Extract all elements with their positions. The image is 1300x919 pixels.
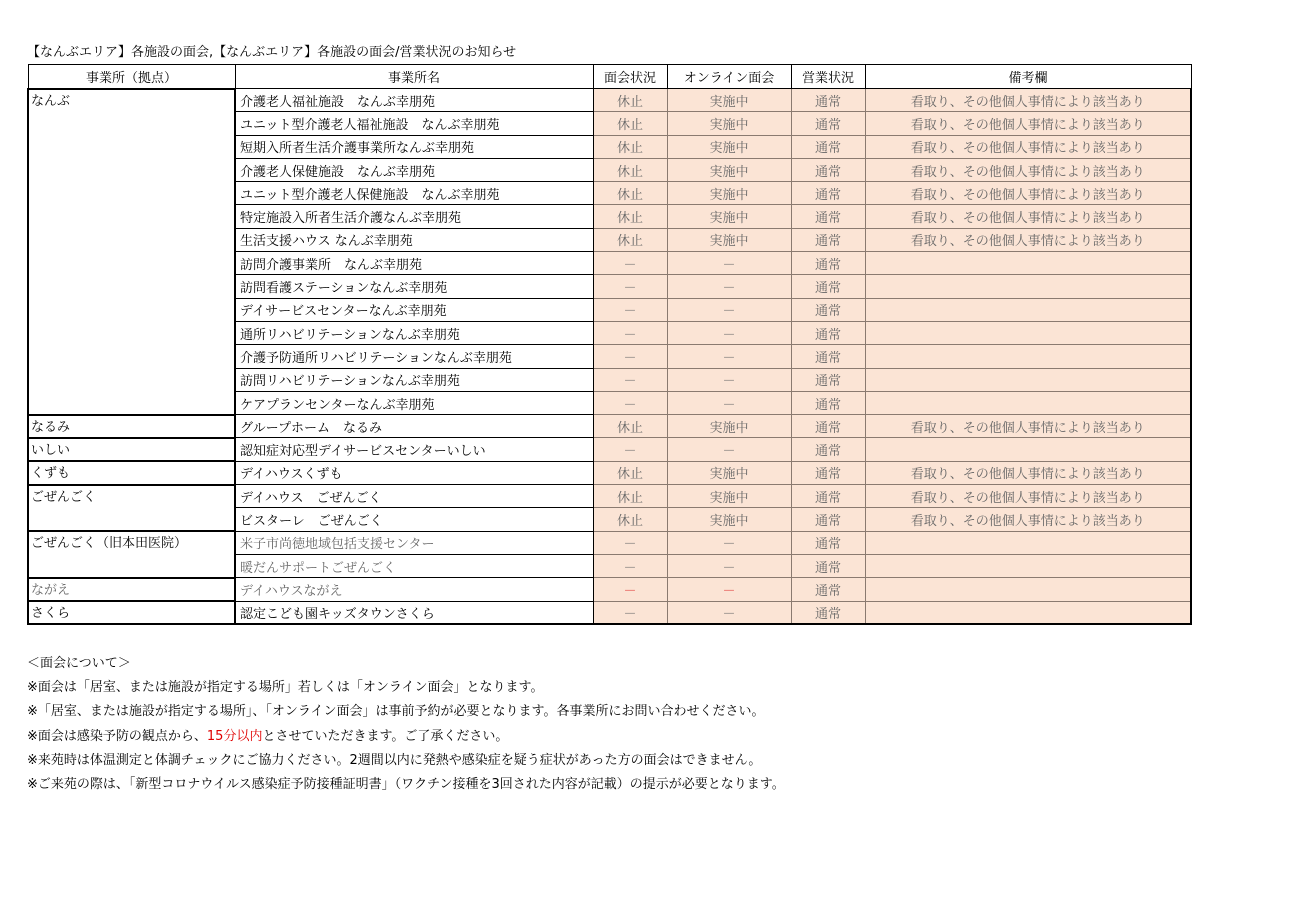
remarks-cell xyxy=(865,531,1191,554)
table-row xyxy=(28,89,1191,112)
facility-name-cell: 訪問リハビリテーションなんぶ幸朋苑 xyxy=(235,368,593,391)
facility-name-cell: デイハウスくずも xyxy=(235,461,593,484)
remarks-cell xyxy=(865,298,1191,321)
notes-heading: ＜面会について＞ xyxy=(27,656,131,671)
note-line: ※来苑時は体温測定と体調チェックにご協力ください。2週間以内に発熱や感染症を疑う症状があった方の面会はできません。 xyxy=(27,752,762,768)
visit-status-cell: － xyxy=(593,345,667,368)
facility-name-cell: 米子市尚徳地域包括支援センター xyxy=(235,531,593,554)
online-visit-cell: － xyxy=(667,578,791,601)
online-visit-cell: 実施中 xyxy=(667,508,791,531)
visit-status-cell: － xyxy=(593,391,667,414)
facility-name-cell: ビスターレ ごぜんごく xyxy=(235,508,593,531)
header-business-status: 営業状況 xyxy=(791,65,865,89)
table-row xyxy=(28,531,1191,554)
facility-name-cell: 介護予防通所リハビリテーションなんぶ幸朋苑 xyxy=(235,345,593,368)
business-status-cell: 通常 xyxy=(791,531,865,554)
business-status-cell: 通常 xyxy=(791,158,865,181)
facility-name-cell: ユニット型介護老人福祉施設 なんぶ幸朋苑 xyxy=(235,112,593,135)
online-visit-cell: 実施中 xyxy=(667,228,791,251)
table-row xyxy=(28,415,1191,438)
remarks-cell: 看取り、その他個人事情により該当あり xyxy=(865,415,1191,438)
header-remarks: 備考欄 xyxy=(865,65,1191,89)
visit-status-cell: － xyxy=(593,554,667,577)
note-line: ※ご来苑の際は、「新型コロナウイルス感染症予防接種証明書」（ワクチン接種を3回された内容が記載）の提示が必要となります。 xyxy=(27,777,785,793)
facility-name-cell: 通所リハビリテーションなんぶ幸朋苑 xyxy=(235,321,593,344)
time-limit-highlight: 15分以内 xyxy=(206,728,263,744)
page-title: 【なんぶエリア】各施設の面会,【なんぶエリア】各施設の面会/営業状況のお知らせ xyxy=(27,45,517,60)
visit-status-cell: － xyxy=(593,531,667,554)
business-status-cell: 通常 xyxy=(791,135,865,158)
business-status-cell: 通常 xyxy=(791,461,865,484)
base-cell: ごぜんごく xyxy=(28,485,235,532)
note-line xyxy=(27,725,785,749)
business-status-cell: 通常 xyxy=(791,578,865,601)
business-status-cell: 通常 xyxy=(791,182,865,205)
facility-name-cell: グループホーム なるみ xyxy=(235,415,593,438)
business-status-cell: 通常 xyxy=(791,554,865,577)
facility-name-cell: 認定こども園キッズタウンさくら xyxy=(235,601,593,624)
business-status-cell: 通常 xyxy=(791,205,865,228)
base-cell: くずも xyxy=(28,461,235,484)
remarks-cell: 看取り、その他個人事情により該当あり xyxy=(865,135,1191,158)
business-status-cell: 通常 xyxy=(791,438,865,461)
business-status-cell: 通常 xyxy=(791,112,865,135)
business-status-cell: 通常 xyxy=(791,298,865,321)
visit-status-cell: 休止 xyxy=(593,461,667,484)
visit-status-cell: － xyxy=(593,275,667,298)
note-line: ※「居室、または施設が指定する場所」、「オンライン面会」は事前予約が必要となります。各事業所にお問い合わせください。 xyxy=(27,704,765,720)
table-header-row xyxy=(28,65,1191,89)
facility-name-cell: 特定施設入所者生活介護なんぶ幸朋苑 xyxy=(235,205,593,228)
online-visit-cell: 実施中 xyxy=(667,158,791,181)
base-cell: ながえ xyxy=(28,578,235,601)
visit-status-cell: 休止 xyxy=(593,135,667,158)
online-visit-cell: － xyxy=(667,391,791,414)
base-cell: ごぜんごく（旧本田医院） xyxy=(28,531,235,578)
remarks-cell xyxy=(865,321,1191,344)
online-visit-cell: 実施中 xyxy=(667,135,791,158)
online-visit-cell: 実施中 xyxy=(667,182,791,205)
visit-status-cell: 休止 xyxy=(593,112,667,135)
facility-name-cell: 訪問介護事業所 なんぶ幸朋苑 xyxy=(235,252,593,275)
online-visit-cell: － xyxy=(667,438,791,461)
base-cell: なるみ xyxy=(28,415,235,438)
facility-name-cell: 認知症対応型デイサービスセンターいしい xyxy=(235,438,593,461)
business-status-cell: 通常 xyxy=(791,345,865,368)
business-status-cell: 通常 xyxy=(791,601,865,624)
online-visit-cell: 実施中 xyxy=(667,461,791,484)
base-cell: いしい xyxy=(28,438,235,461)
visit-status-cell: － xyxy=(593,321,667,344)
note-text: ※面会は感染予防の観点から、 xyxy=(27,728,207,744)
online-visit-cell: 実施中 xyxy=(667,89,791,112)
facility-name-cell: デイハウス ごぜんごく xyxy=(235,485,593,508)
online-visit-cell: 実施中 xyxy=(667,415,791,438)
business-status-cell: 通常 xyxy=(791,391,865,414)
table-row xyxy=(28,578,1191,601)
remarks-cell: 看取り、その他個人事情により該当あり xyxy=(865,158,1191,181)
online-visit-cell: － xyxy=(667,554,791,577)
visit-status-cell: － xyxy=(593,368,667,391)
business-status-cell: 通常 xyxy=(791,368,865,391)
remarks-cell: 看取り、その他個人事情により該当あり xyxy=(865,508,1191,531)
business-status-cell: 通常 xyxy=(791,252,865,275)
table-row xyxy=(28,485,1191,508)
visit-status-cell: － xyxy=(593,298,667,321)
remarks-cell: 看取り、その他個人事情により該当あり xyxy=(865,228,1191,251)
business-status-cell: 通常 xyxy=(791,508,865,531)
visit-status-cell: － xyxy=(593,252,667,275)
facility-name-cell: 訪問看護ステーションなんぶ幸朋苑 xyxy=(235,275,593,298)
remarks-cell xyxy=(865,601,1191,624)
table-row xyxy=(28,461,1191,484)
facility-name-cell: ユニット型介護老人保健施設 なんぶ幸朋苑 xyxy=(235,182,593,205)
visit-status-cell: 休止 xyxy=(593,205,667,228)
business-status-cell: 通常 xyxy=(791,415,865,438)
online-visit-cell: － xyxy=(667,252,791,275)
online-visit-cell: － xyxy=(667,345,791,368)
header-facility-name: 事業所名 xyxy=(235,65,593,89)
visit-status-cell: 休止 xyxy=(593,485,667,508)
facility-name-cell: 介護老人福祉施設 なんぶ幸朋苑 xyxy=(235,89,593,112)
online-visit-cell: － xyxy=(667,298,791,321)
online-visit-cell: － xyxy=(667,321,791,344)
remarks-cell xyxy=(865,554,1191,577)
header-online-visit: オンライン面会 xyxy=(667,65,791,89)
remarks-cell xyxy=(865,438,1191,461)
online-visit-cell: 実施中 xyxy=(667,205,791,228)
facility-name-cell: ケアプランセンターなんぶ幸朋苑 xyxy=(235,391,593,414)
visit-status-cell: － xyxy=(593,438,667,461)
business-status-cell: 通常 xyxy=(791,321,865,344)
online-visit-cell: － xyxy=(667,601,791,624)
facility-name-cell: デイハウスながえ xyxy=(235,578,593,601)
remarks-cell: 看取り、その他個人事情により該当あり xyxy=(865,461,1191,484)
remarks-cell xyxy=(865,252,1191,275)
remarks-cell xyxy=(865,391,1191,414)
remarks-cell: 看取り、その他個人事情により該当あり xyxy=(865,485,1191,508)
remarks-cell: 看取り、その他個人事情により該当あり xyxy=(865,205,1191,228)
remarks-cell xyxy=(865,368,1191,391)
visit-status-cell: － xyxy=(593,601,667,624)
facility-name-cell: 短期入所者生活介護事業所なんぶ幸朋苑 xyxy=(235,135,593,158)
remarks-cell xyxy=(865,578,1191,601)
header-base: 事業所（拠点） xyxy=(28,65,235,89)
online-visit-cell: 実施中 xyxy=(667,485,791,508)
visit-status-cell: － xyxy=(593,578,667,601)
facility-name-cell: 暖だんサポートごぜんごく xyxy=(235,554,593,577)
note-line: ※面会は「居室、または施設が指定する場所」若しくは「オンライン面会」となります。 xyxy=(27,680,544,696)
base-cell: さくら xyxy=(28,601,235,624)
header-visit-status: 面会状況 xyxy=(593,65,667,89)
facility-name-cell: 介護老人保健施設 なんぶ幸朋苑 xyxy=(235,158,593,181)
visit-notes xyxy=(27,652,785,797)
remarks-cell xyxy=(865,345,1191,368)
visit-status-cell: 休止 xyxy=(593,89,667,112)
facility-name-cell: 生活支援ハウス なんぶ幸朋苑 xyxy=(235,228,593,251)
facility-name-cell: デイサービスセンターなんぶ幸朋苑 xyxy=(235,298,593,321)
remarks-cell: 看取り、その他個人事情により該当あり xyxy=(865,89,1191,112)
business-status-cell: 通常 xyxy=(791,89,865,112)
remarks-cell: 看取り、その他個人事情により該当あり xyxy=(865,112,1191,135)
online-visit-cell: － xyxy=(667,531,791,554)
remarks-cell: 看取り、その他個人事情により該当あり xyxy=(865,182,1191,205)
business-status-cell: 通常 xyxy=(791,485,865,508)
business-status-cell: 通常 xyxy=(791,228,865,251)
note-text: とさせていただきます。ご了承ください。 xyxy=(262,728,509,744)
base-cell: なんぶ xyxy=(28,89,235,415)
facility-status-table xyxy=(27,64,1192,625)
visit-status-cell: 休止 xyxy=(593,415,667,438)
visit-status-cell: 休止 xyxy=(593,508,667,531)
remarks-cell xyxy=(865,275,1191,298)
business-status-cell: 通常 xyxy=(791,275,865,298)
table-row xyxy=(28,438,1191,461)
table-row xyxy=(28,601,1191,624)
visit-status-cell: 休止 xyxy=(593,228,667,251)
online-visit-cell: － xyxy=(667,275,791,298)
visit-status-cell: 休止 xyxy=(593,182,667,205)
online-visit-cell: － xyxy=(667,368,791,391)
visit-status-cell: 休止 xyxy=(593,158,667,181)
online-visit-cell: 実施中 xyxy=(667,112,791,135)
